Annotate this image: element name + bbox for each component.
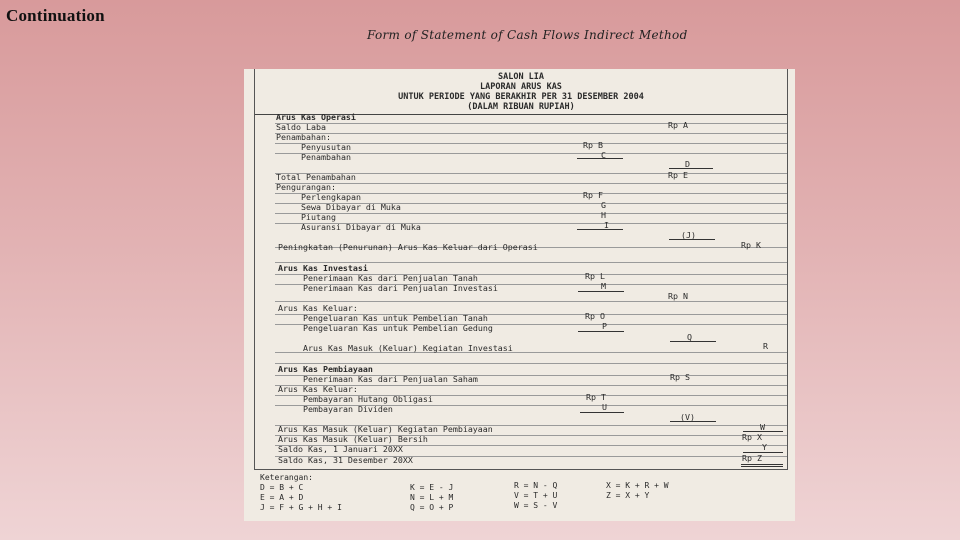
- dividen-value: U: [602, 402, 607, 412]
- total-penambahan-value: Rp E: [668, 170, 688, 180]
- formula: E = A + D: [260, 493, 304, 502]
- formula: V = T + U: [514, 491, 558, 500]
- penjualan-investasi-label: Penerimaan Kas dari Penjualan Investasi: [303, 283, 498, 293]
- pembelian-tanah-label: Pengeluaran Kas untuk Pembelian Tanah: [303, 313, 488, 323]
- row-line: [275, 213, 787, 214]
- report-unit: (DALAM RIBUAN RUPIAH): [467, 102, 575, 112]
- formula: J = F + G + H + I: [260, 503, 342, 512]
- perlengkapan-label: Perlengkapan: [301, 192, 361, 202]
- section-investasi-heading: Arus Kas Investasi: [278, 263, 368, 273]
- penjualan-investasi-value: M: [601, 281, 606, 291]
- formula: D = B + C: [260, 483, 304, 492]
- formula: K = E - J: [410, 483, 454, 492]
- pembiayaan-net-value: W: [760, 422, 765, 432]
- penambahan-label: Penambahan:: [276, 132, 331, 142]
- penambahan-item-label: Penambahan: [301, 152, 351, 162]
- n-value: Rp N: [668, 291, 688, 301]
- row-line: [275, 183, 787, 184]
- company-name: SALON LIA: [497, 72, 545, 82]
- row-line: [275, 153, 787, 154]
- peningkatan-value: Rp K: [741, 240, 761, 250]
- row-line: [275, 123, 787, 124]
- subtotal-underline: [670, 421, 716, 422]
- sewa-value: G: [601, 200, 606, 210]
- penjualan-tanah-value: Rp L: [585, 271, 605, 281]
- saldo-awal-value: Y: [762, 442, 767, 452]
- saldo-akhir-label: Saldo Kas, 31 Desember 20XX: [278, 455, 413, 465]
- penjualan-saham-label: Penerimaan Kas dari Penjualan Saham: [303, 374, 478, 384]
- formula: Q = O + P: [410, 503, 454, 512]
- slide-title: Continuation: [6, 6, 105, 25]
- double-underline: [741, 466, 783, 467]
- subtotal-underline: [669, 168, 713, 169]
- v-value: (V): [680, 412, 695, 422]
- saldo-akhir-value: Rp Z: [742, 453, 762, 463]
- penyusutan-label: Penyusutan: [301, 142, 351, 152]
- penjualan-saham-value: Rp S: [670, 372, 690, 382]
- arus-kas-bersih-label: Arus Kas Masuk (Keluar) Bersih: [278, 434, 428, 444]
- subtotal-underline: [577, 229, 623, 230]
- keterangan-label: Keterangan:: [260, 473, 313, 482]
- peningkatan-label: Peningkatan (Penurunan) Arus Kas Keluar dari Operasi: [278, 242, 538, 252]
- penambahan-value: C: [601, 150, 606, 160]
- saldo-laba-label: Saldo Laba: [276, 122, 326, 132]
- section-operasi-heading: Arus Kas Operasi: [276, 112, 356, 122]
- pembiayaan-net-label: Arus Kas Masuk (Keluar) Kegiatan Pembiayaan: [278, 424, 493, 434]
- investasi-net-value: R: [763, 341, 768, 351]
- report-title: LAPORAN ARUS KAS: [480, 82, 562, 92]
- pembelian-tanah-value: Rp O: [585, 311, 605, 321]
- slide-subtitle: Form of Statement of Cash Flows Indirect Method: [367, 28, 688, 42]
- subtotal-underline: [580, 412, 624, 413]
- cash-flow-statement-scan: [244, 69, 795, 521]
- arus-kas-bersih-value: Rp X: [742, 432, 762, 442]
- formula: X = K + R + W: [606, 481, 669, 490]
- subtotal-underline: [578, 291, 624, 292]
- pembiayaan-keluar-label: Arus Kas Keluar:: [278, 384, 358, 394]
- sewa-label: Sewa Dibayar di Muka: [301, 202, 401, 212]
- report-period: UNTUK PERIODE YANG BERAKHIR PER 31 DESEMBER 2004: [398, 92, 644, 102]
- j-value: (J): [681, 230, 696, 240]
- dividen-label: Pembayaran Dividen: [303, 404, 393, 414]
- subtotal-underline: [578, 331, 624, 332]
- d-value: D: [685, 159, 690, 169]
- investasi-net-label: Arus Kas Masuk (Keluar) Kegiatan Investasi: [303, 343, 513, 353]
- subtotal-underline: [669, 239, 715, 240]
- statement-frame: [254, 69, 788, 470]
- hutang-obligasi-value: Rp T: [586, 392, 606, 402]
- saldo-laba-value: Rp A: [668, 120, 688, 130]
- subtotal-underline: [577, 158, 623, 159]
- saldo-awal-label: Saldo Kas, 1 Januari 20XX: [278, 444, 403, 454]
- subtotal-underline: [670, 341, 716, 342]
- pembelian-gedung-label: Pengeluaran Kas untuk Pembelian Gedung: [303, 323, 493, 333]
- formula: N = L + M: [410, 493, 454, 502]
- section-pembiayaan-heading: Arus Kas Pembiayaan: [278, 364, 373, 374]
- hutang-obligasi-label: Pembayaran Hutang Obligasi: [303, 394, 433, 404]
- total-penambahan-label: Total Penambahan: [276, 172, 356, 182]
- row-line: [275, 301, 787, 302]
- asuransi-label: Asuransi Dibayar di Muka: [301, 222, 421, 232]
- asuransi-value: I: [604, 220, 609, 230]
- formula: Z = X + Y: [606, 491, 650, 500]
- arus-kas-keluar-label: Arus Kas Keluar:: [278, 303, 358, 313]
- perlengkapan-value: Rp F: [583, 190, 603, 200]
- double-underline: [741, 464, 783, 465]
- row-line: [275, 133, 787, 134]
- piutang-label: Piutang: [301, 212, 336, 222]
- q-value: Q: [687, 332, 692, 342]
- formula: R = N - Q: [514, 481, 558, 490]
- formula: W = S - V: [514, 501, 558, 510]
- penjualan-tanah-label: Penerimaan Kas dari Penjualan Tanah: [303, 273, 478, 283]
- pembelian-gedung-value: P: [602, 321, 607, 331]
- row-line: [275, 143, 787, 144]
- pengurangan-label: Pengurangan:: [276, 182, 336, 192]
- piutang-value: H: [601, 210, 606, 220]
- penyusutan-value: Rp B: [583, 140, 603, 150]
